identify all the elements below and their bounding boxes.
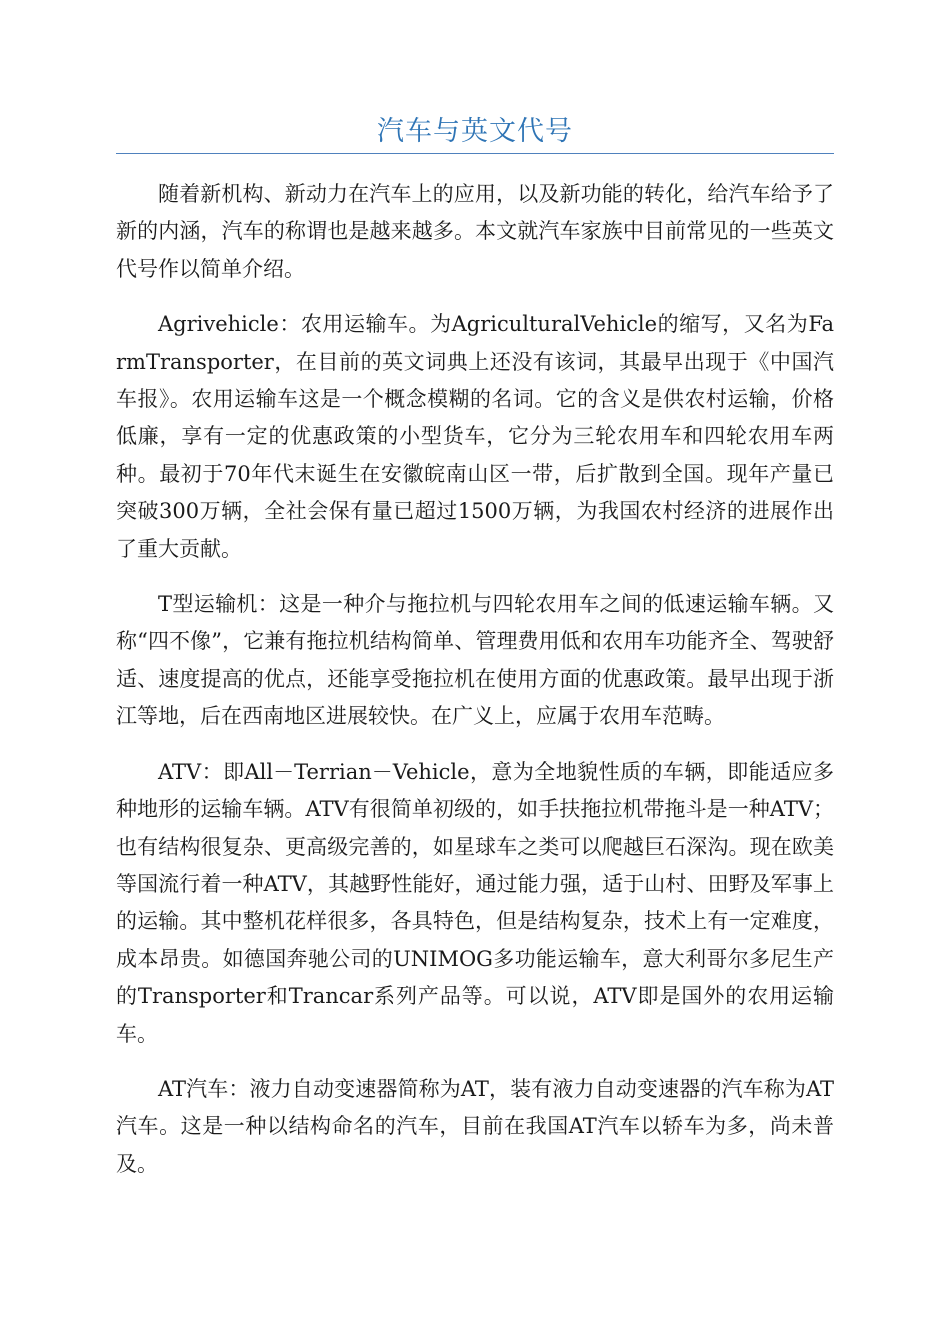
paragraph-atv: ATV：即All－Terrian－Vehicle，意为全地貌性质的车辆，即能适应多种地形的运输车辆。ATV有很简单初级的，如手扶拖拉机带拖斗是一种ATV；也有结构很复杂、更高级完善的，如星球车之类可以爬越巨石深沟。现在欧美等国流行着一种ATV，其越野性能好，通过能力强，适于山村、田野及军事上的运输。其中整机花样很多，各具特色，但是结构复杂，技术上有一定难度，成本昂贵。如德国奔驰公司的UNIMOG多功能运输车，意大利哥尔多尼生产的Transporter和Trancar系列产品等。可以说，ATV即是国外的农用运输车。 bbox=[116, 759, 834, 1046]
document-title: 汽车与英文代号 bbox=[377, 116, 573, 147]
paragraph-agrivehicle: Agrivehicle：农用运输车。为AgriculturalVehicle的缩写，又名为FarmTransporter，在目前的英文词典上还没有该词，其最早出现于《中国汽车报》。农用运输车这是一个概念模糊的名词。它的含义是供农村运输，价格低廉，享有一定的优惠政策的小型货车，它分为三轮农用车和四轮农用车两种。最初于70年代末诞生在安徽皖南山区一带，后扩散到全国。现年产量已突破300万辆，全社会保有量已超过1500万辆，为我国农村经济的进展作出了重大贡献。 bbox=[116, 312, 834, 561]
paragraph-intro: 随着新机构、新动力在汽车上的应用，以及新功能的转化，给汽车给予了新的内涵，汽车的称谓也是越来越多。本文就汽车家族中目前常见的一些英文代号作以简单介绍。 bbox=[116, 182, 834, 281]
paragraph-at-vehicle: AT汽车：液力自动变速器简称为AT，装有液力自动变速器的汽车称为AT汽车。这是一种以结构命名的汽车，目前在我国AT汽车以轿车为多，尚未普及。 bbox=[116, 1076, 834, 1176]
paragraph-t-type-transporter: T型运输机：这是一种介与拖拉机与四轮农用车之间的低速运输车辆。又称“四不像”，它兼有拖拉机结构简单、管理费用低和农用车功能齐全、驾驶舒适、速度提高的优点，还能享受拖拉机在使用方面的优惠政策。最早出现于浙江等地，后在西南地区进展较快。在广义上，应属于农用车范畴。 bbox=[116, 592, 834, 729]
document-body bbox=[116, 176, 834, 1201]
title-underline bbox=[116, 153, 834, 154]
